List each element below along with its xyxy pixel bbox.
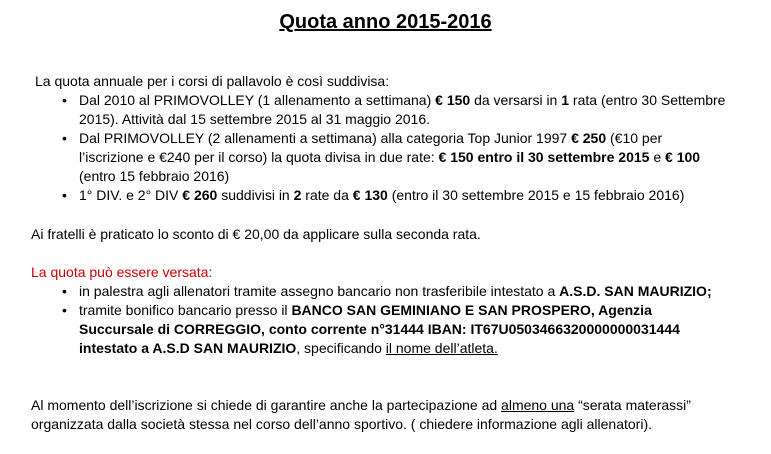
quota-item-primovolley-2: • Dal PRIMOVOLLEY (2 allenamenti a settimana) alla categoria Top Junior 1997 € 250 (€10 per l’iscrizione e €240 per il corso) la quota divisa in due rate: € 150 entro il 30 settembre 2015 e € 100 (entro 15 febbraio 2016) (62, 129, 730, 186)
payment-item-cheque: • in palestra agli allenatori tramite assegno bancario non trasferibile intestato a A.S.D. SAN MAURIZIO; (62, 282, 727, 301)
almeno-una-underlined: almeno una (501, 397, 575, 413)
intro-text: La quota annuale per i corsi di pallavolo è così suddivisa: (35, 73, 390, 89)
quota-item-primovolley-1: • Dal 2010 al PRIMOVOLLEY (1 allenamento a settimana) € 150 da versarsi in 1 rata (entro 30 Settembre 2015). Attività dal 15 settembre 2015 al 31 maggio 2016. (62, 91, 730, 129)
payment-list (62, 282, 727, 358)
page-title: Quota anno 2015-2016 (279, 11, 492, 33)
payment-heading: La quota può essere versata: (31, 264, 213, 280)
closing-text: Al momento dell’iscrizione si chiede di garantire anche la partecipazione ad almeno una “serata materassi” organizzata dalla società stessa nel corso dell’anno sportivo. ( chiedere informazione agli allenatori). (31, 397, 691, 432)
quota-item-divisions: • 1° DIV. e 2° DIV € 260 suddivisi in 2 rate da € 130 (entro il 30 settembre 2015 e 15 febbraio 2016) (62, 186, 730, 205)
quota-list (62, 91, 730, 205)
payment-item-bank-transfer: • tramite bonifico bancario presso il BANCO SAN GEMINIANO E SAN PROSPERO, Agenzia Succursale di CORREGGIO, conto corrente n°31444 IBAN: IT67U0503466320000000031444 intestato a A.S.D SAN MAURIZIO, specificando il nome dell’atleta. (62, 301, 727, 358)
athlete-name-underlined: il nome dell’atleta. (385, 340, 498, 356)
discount-text: Ai fratelli è praticato lo sconto di € 20,00 da applicare sulla seconda rata. (31, 226, 481, 242)
